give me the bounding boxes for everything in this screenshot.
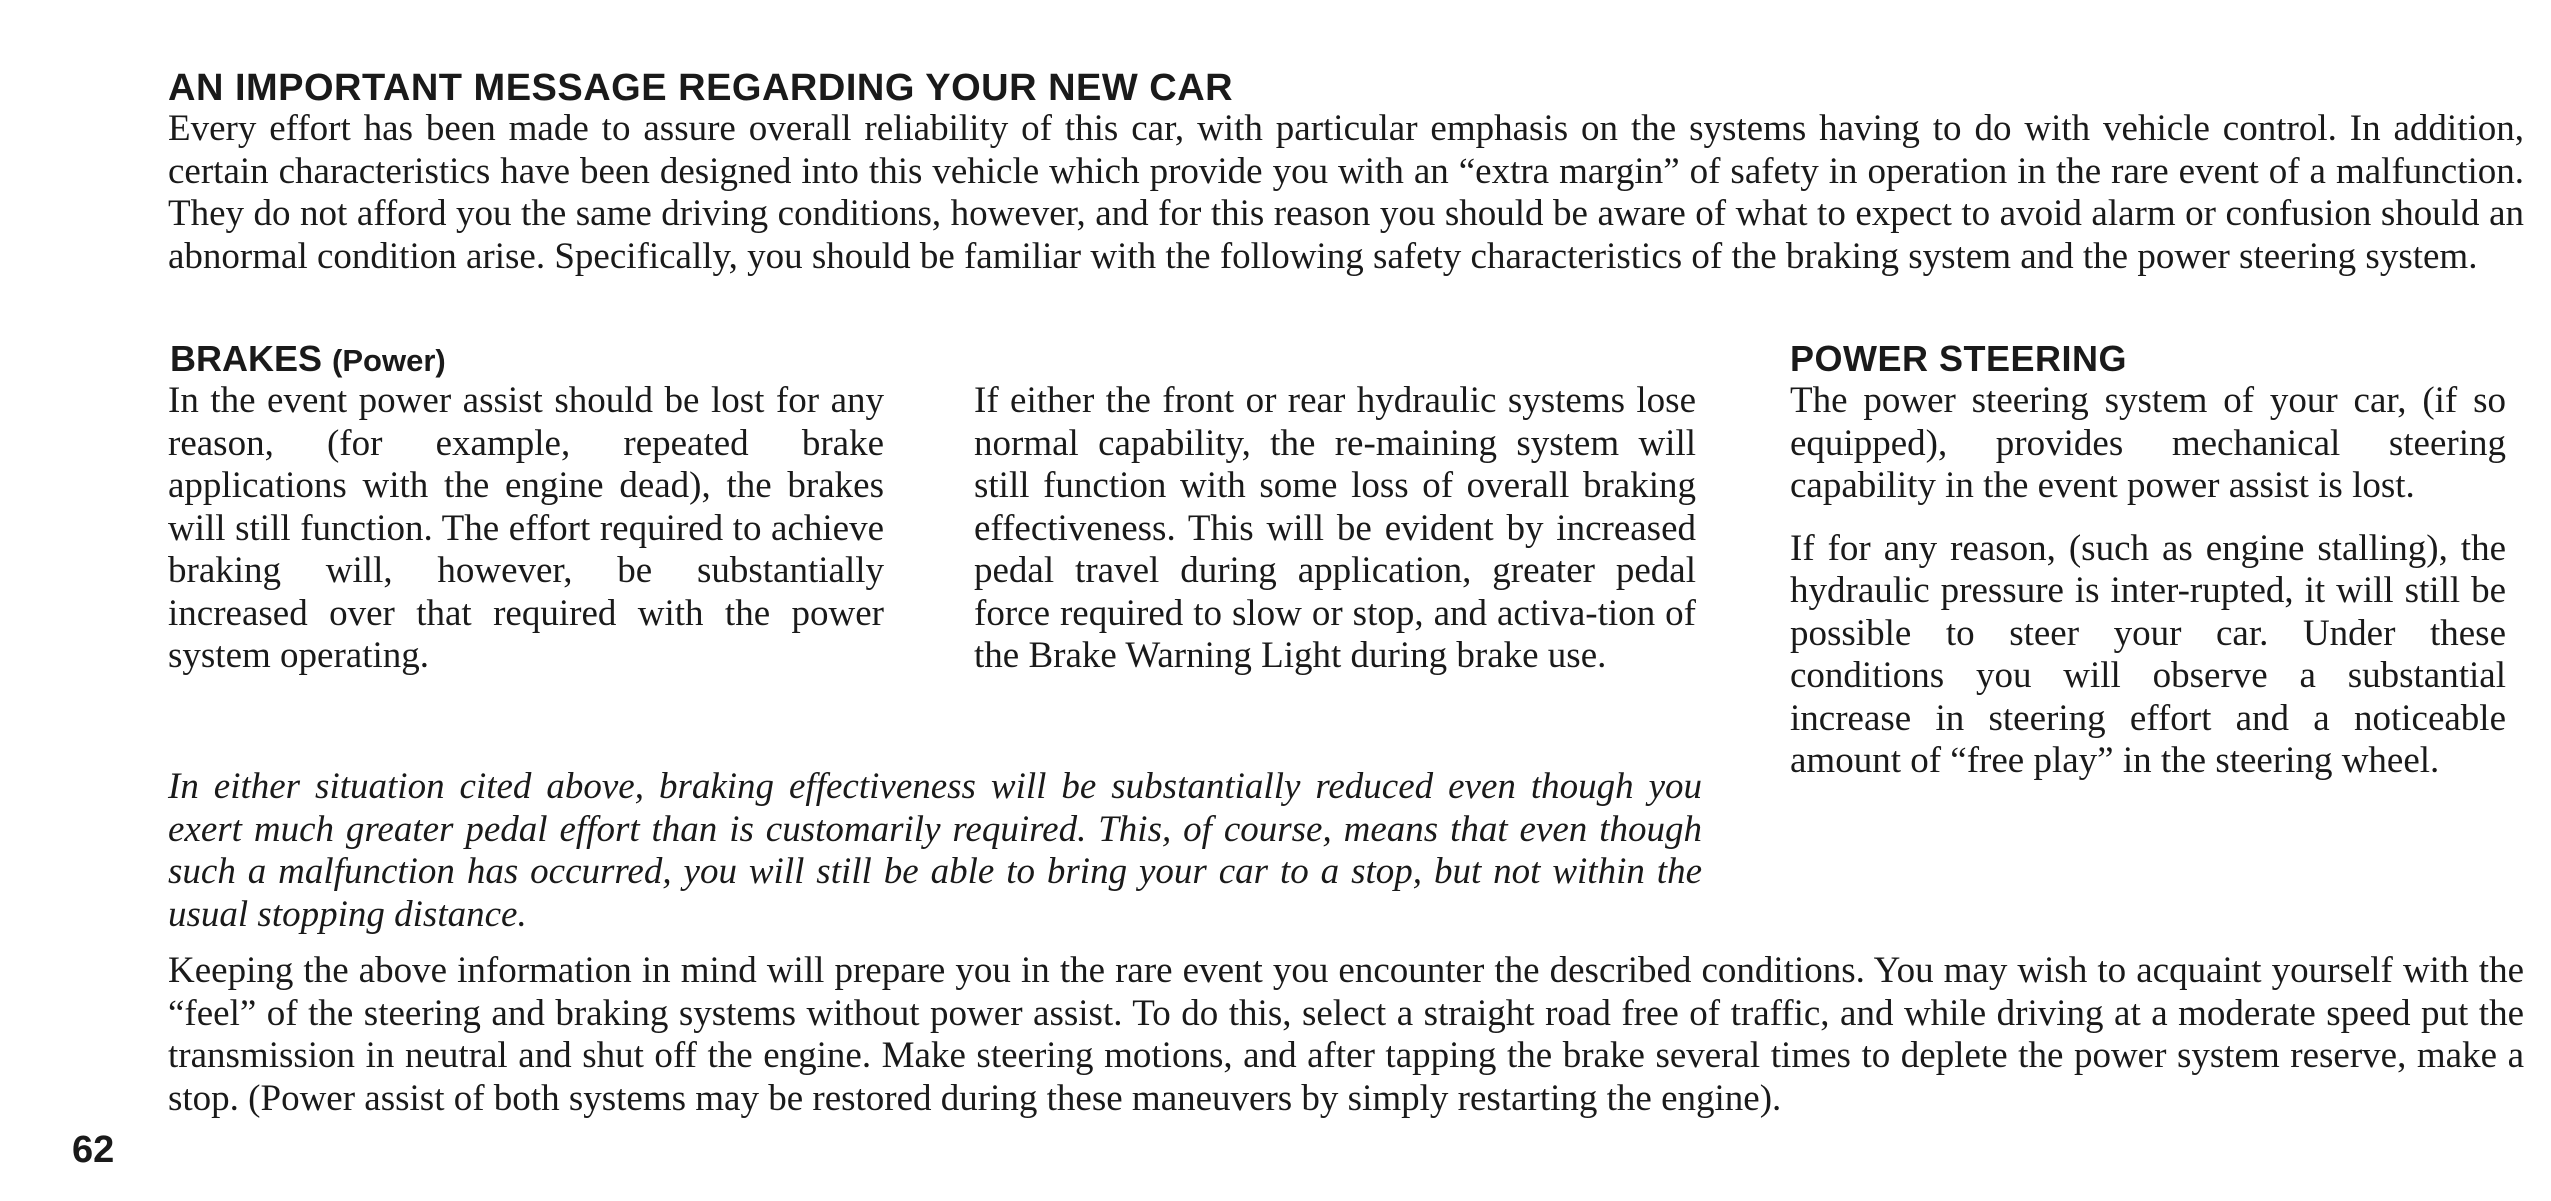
brakes-left-column xyxy=(168,380,884,678)
brakes-heading-label: BRAKES xyxy=(170,338,323,379)
brakes-heading xyxy=(170,338,446,382)
intro-paragraph: Every effort has been made to assure overall reliability of this car, with particular emphasis on the systems having to do with vehicle control. In addition, certain characteristics have been designed into this vehicle which provide you with an “extra margin” of safety in operation in the rare event of a malfunction. They do not afford you the same driving conditions, however, and for this reason you should be aware of what to expect to avoid alarm or confusion should an abnormal condition arise. Specifically, you should be familiar with the following safety characteristics of the braking system and the power steering system. xyxy=(168,108,2524,277)
brakes-heading-qualifier: (Power) xyxy=(332,343,446,378)
power-steering-paragraph-2: If for any reason, (such as engine stalling), the hydraulic pressure is inter-rupted, it will still be possible to steer your car. Under these conditions you will observe a substantial increase in steering effort and a noticeable amount of “free play” in the steering wheel. xyxy=(1790,527,2506,781)
brakes-power-loss-paragraph: In the event power assist should be lost for any reason, (for example, repeated brake applications with the engine dead), the brakes will still function. The effort required to achieve braking will, however, be substantially increased over that required with the power system operating. xyxy=(168,380,884,676)
page-number: 62 xyxy=(72,1129,115,1171)
brakes-middle-column xyxy=(974,380,1696,678)
brakes-italic-note: In either situation cited above, braking effectiveness will be substantially reduced even though you exert much greater pedal effort than is customarily required. This, of course, means that even though such a malfunction has occurred, you will still be able to bring your car to a stop, but not within the usual stopping distance. xyxy=(168,766,1702,935)
power-steering-paragraph-1: The power steering system of your car, (if so equipped), provides mechanical steering capability in the event power assist is lost. xyxy=(1790,380,2506,506)
closing-paragraph: Keeping the above information in mind will prepare you in the rare event you encounter the described conditions. You may wish to acquaint yourself with the “feel” of the steering and braking systems without power assist. To do this, select a straight road free of traffic, and while driving at a moderate speed put the transmission in neutral and shut off the engine. Make steering motions, and after tapping the brake several times to deplete the power system reserve, make a stop. (Power assist of both systems may be restored during these maneuvers by simply restarting the engine). xyxy=(168,950,2524,1119)
power-steering-column xyxy=(1790,380,2506,783)
page-title: AN IMPORTANT MESSAGE REGARDING YOUR NEW CAR xyxy=(168,67,1234,109)
power-steering-heading: POWER STEERING xyxy=(1790,338,2128,379)
brakes-hydraulic-paragraph: If either the front or rear hydraulic systems lose normal capability, the re-maining system will still function with some loss of overall braking effectiveness. This will be evident by increased pedal travel during application, greater pedal force required to slow or stop, and activa-tion of the Brake Warning Light during brake use. xyxy=(974,380,1696,676)
